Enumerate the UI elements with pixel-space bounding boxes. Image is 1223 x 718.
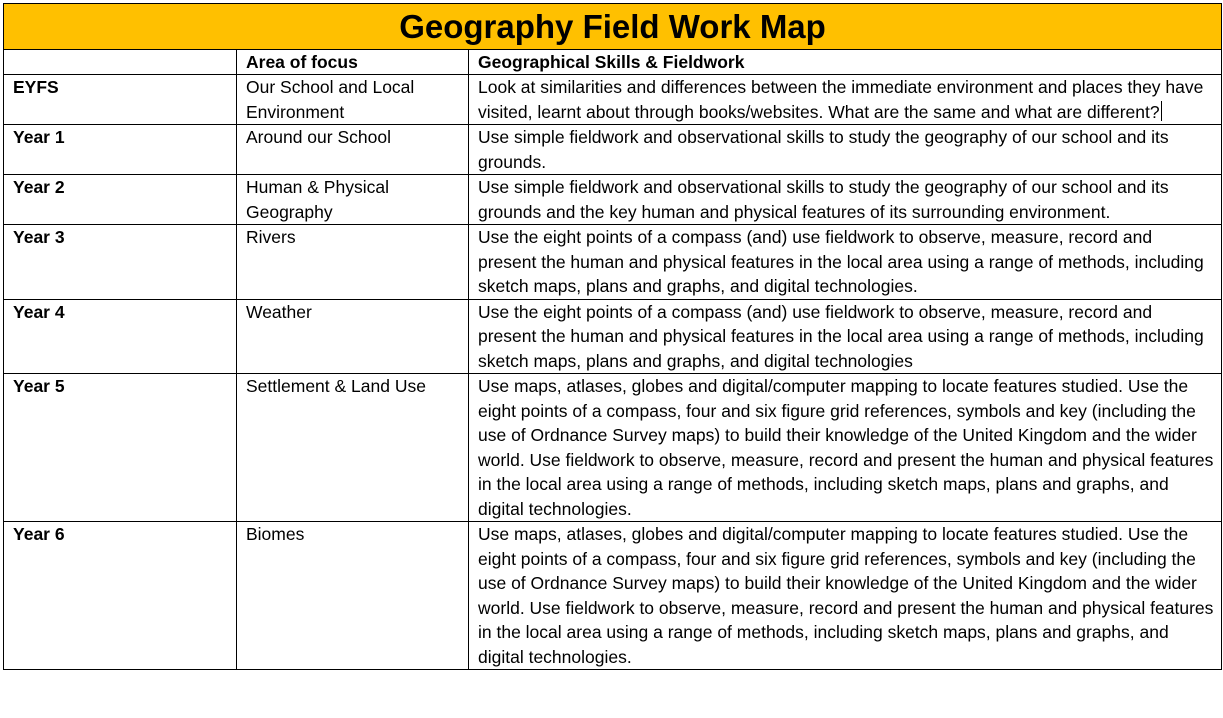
- year-cell[interactable]: Year 2: [4, 175, 237, 225]
- header-focus-cell[interactable]: Area of focus: [237, 50, 469, 75]
- header-skills-cell[interactable]: Geographical Skills & Fieldwork: [469, 50, 1222, 75]
- table-row: [4, 175, 1222, 225]
- focus-cell[interactable]: Human & Physical Geography: [237, 175, 469, 225]
- focus-cell[interactable]: Weather: [237, 299, 469, 374]
- table-row: [4, 125, 1222, 175]
- table-title[interactable]: Geography Field Work Map: [4, 4, 1222, 50]
- focus-cell[interactable]: Our School and Local Environment: [237, 75, 469, 125]
- year-cell[interactable]: Year 1: [4, 125, 237, 175]
- year-cell[interactable]: Year 4: [4, 299, 237, 374]
- year-cell[interactable]: Year 6: [4, 522, 237, 670]
- text-cursor: [1161, 101, 1162, 121]
- focus-cell[interactable]: Settlement & Land Use: [237, 374, 469, 522]
- skills-cell[interactable]: Use simple fieldwork and observational skills to study the geography of our school and its grounds.: [469, 125, 1222, 175]
- header-year-cell[interactable]: [4, 50, 237, 75]
- year-cell[interactable]: EYFS: [4, 75, 237, 125]
- title-row: [4, 4, 1222, 50]
- skills-cell[interactable]: Use maps, atlases, globes and digital/computer mapping to locate features studied. Use the eight points of a compass, four and six figure grid references, symbols and key (including the use of Ordnance Survey maps) to build their knowledge of the United Kingdom and the wider world. Use fieldwork to observe, measure, record and present the human and physical features in the local area using a range of methods, including sketch maps, plans and graphs, and digital technologies.: [469, 522, 1222, 670]
- document-page: [3, 3, 1221, 670]
- skills-cell[interactable]: [469, 75, 1222, 125]
- table-row: [4, 225, 1222, 300]
- field-work-table: [3, 3, 1222, 670]
- skills-cell[interactable]: Use the eight points of a compass (and) use fieldwork to observe, measure, record and present the human and physical features in the local area using a range of methods, including sketch maps, plans and graphs, and digital technologies: [469, 299, 1222, 374]
- table-row: [4, 299, 1222, 374]
- table-row: [4, 522, 1222, 670]
- skills-cell[interactable]: Use maps, atlases, globes and digital/computer mapping to locate features studied. Use the eight points of a compass, four and six figure grid references, symbols and key (including the use of Ordnance Survey maps) to build their knowledge of the United Kingdom and the wider world. Use fieldwork to observe, measure, record and present the human and physical features in the local area using a range of methods, including sketch maps, plans and graphs, and digital technologies.: [469, 374, 1222, 522]
- skills-text: Look at similarities and differences between the immediate environment and places they have visited, learnt about through books/websites. What are the same and what are different?: [478, 77, 1204, 122]
- skills-cell[interactable]: Use simple fieldwork and observational skills to study the geography of our school and its grounds and the key human and physical features of its surrounding environment.: [469, 175, 1222, 225]
- header-row: [4, 50, 1222, 75]
- table-row: [4, 75, 1222, 125]
- year-cell[interactable]: Year 3: [4, 225, 237, 300]
- focus-cell[interactable]: Rivers: [237, 225, 469, 300]
- skills-cell[interactable]: Use the eight points of a compass (and) use fieldwork to observe, measure, record and present the human and physical features in the local area using a range of methods, including sketch maps, plans and graphs, and digital technologies.: [469, 225, 1222, 300]
- focus-cell[interactable]: Biomes: [237, 522, 469, 670]
- focus-cell[interactable]: Around our School: [237, 125, 469, 175]
- table-row: [4, 374, 1222, 522]
- year-cell[interactable]: Year 5: [4, 374, 237, 522]
